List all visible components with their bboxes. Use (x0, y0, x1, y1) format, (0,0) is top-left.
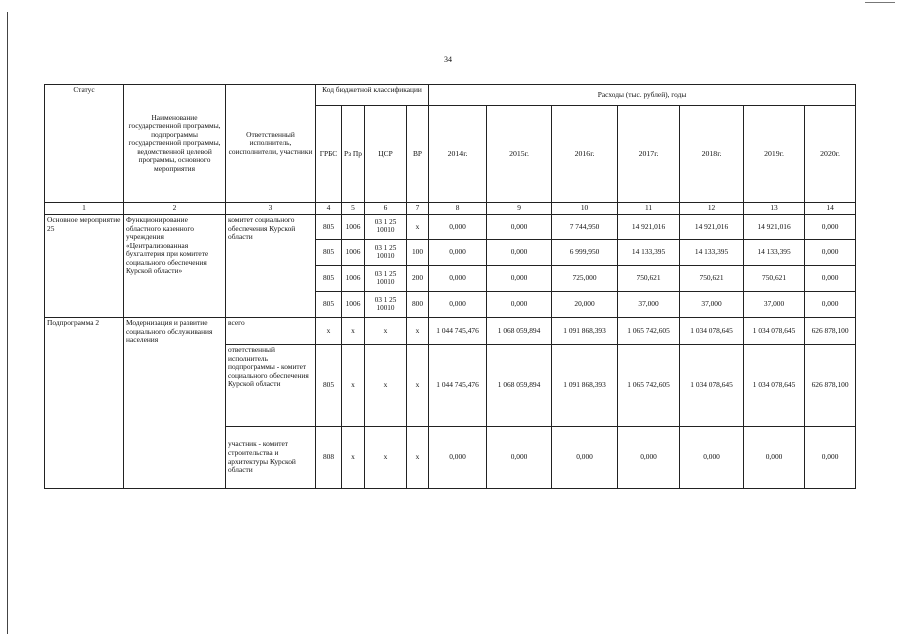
cell-vr: x (407, 345, 429, 427)
column-number: 14 (805, 203, 856, 215)
column-number: 3 (226, 203, 316, 215)
cell-rzpr: x (342, 318, 365, 345)
cell-csr: x (365, 427, 407, 489)
cell-value: 0,000 (429, 240, 487, 266)
header-grbs: ГРБС (316, 106, 342, 203)
row-name: Функционирование областного казенного учреждения «Централизованная бухгалтерия при комитете социального обеспечения Курской области» (124, 215, 226, 318)
header-executor: Ответственный исполнитель, соисполнители, участники (226, 85, 316, 203)
column-number: 13 (744, 203, 805, 215)
header-budget-code: Код бюджетной классификации (316, 85, 429, 106)
row-status: Основное мероприятие 25 (45, 215, 124, 318)
cell-value: 1 065 742,605 (618, 345, 680, 427)
column-number: 11 (618, 203, 680, 215)
cell-grbs: 805 (316, 345, 342, 427)
corner-mark (865, 2, 895, 3)
column-number-row (45, 203, 856, 215)
cell-value: 0,000 (805, 427, 856, 489)
page-left-rule (7, 12, 8, 634)
cell-rzpr: 1006 (342, 215, 365, 240)
cell-value: 0,000 (805, 215, 856, 240)
cell-value: 0,000 (487, 215, 552, 240)
cell-rzpr: x (342, 345, 365, 427)
cell-value: 0,000 (487, 266, 552, 292)
cell-rzpr: 1006 (342, 266, 365, 292)
column-number: 1 (45, 203, 124, 215)
header-year: 2018г. (680, 106, 744, 203)
cell-value: 750,621 (680, 266, 744, 292)
header-year: 2020г. (805, 106, 856, 203)
row-executor: участник - комитет строительства и архитектуры Курской области (226, 427, 316, 489)
cell-csr: x (365, 345, 407, 427)
cell-value: 14 133,395 (680, 240, 744, 266)
cell-value: 0,000 (618, 427, 680, 489)
cell-value: 1 068 059,894 (487, 318, 552, 345)
cell-value: 0,000 (805, 292, 856, 318)
cell-value: 1 034 078,645 (744, 318, 805, 345)
header-year: 2019г. (744, 106, 805, 203)
header-year: 2017г. (618, 106, 680, 203)
cell-value: 0,000 (487, 240, 552, 266)
cell-value: 0,000 (429, 266, 487, 292)
cell-value: 1 044 745,476 (429, 345, 487, 427)
row-status: Подпрограмма 2 (45, 318, 124, 489)
cell-csr: 03 1 25 10010 (365, 215, 407, 240)
column-number: 2 (124, 203, 226, 215)
cell-grbs: 805 (316, 266, 342, 292)
cell-value: 0,000 (805, 240, 856, 266)
cell-value: 0,000 (552, 427, 618, 489)
cell-csr: 03 1 25 10010 (365, 292, 407, 318)
cell-rzpr: 1006 (342, 240, 365, 266)
header-year: 2014г. (429, 106, 487, 203)
cell-vr: 800 (407, 292, 429, 318)
cell-value: 14 921,016 (618, 215, 680, 240)
cell-vr: x (407, 427, 429, 489)
cell-value: 750,621 (618, 266, 680, 292)
header-vr: ВР (407, 106, 429, 203)
row-executor: всего (226, 318, 316, 345)
cell-value: 37,000 (744, 292, 805, 318)
page-number: 34 (444, 55, 452, 64)
cell-grbs: 805 (316, 240, 342, 266)
row-name: Модернизация и развитие социального обслуживания населения (124, 318, 226, 489)
cell-vr: x (407, 215, 429, 240)
cell-value: 1 034 078,645 (680, 345, 744, 427)
cell-value: 37,000 (680, 292, 744, 318)
header-csr: ЦСР (365, 106, 407, 203)
header-expenses: Расходы (тыс. рублей), годы (429, 85, 856, 106)
table-row (45, 215, 856, 240)
cell-value: 0,000 (487, 292, 552, 318)
cell-value: 626 878,100 (805, 318, 856, 345)
column-number: 5 (342, 203, 365, 215)
column-number: 8 (429, 203, 487, 215)
cell-value: 1 091 868,393 (552, 318, 618, 345)
cell-csr: 03 1 25 10010 (365, 240, 407, 266)
column-number: 7 (407, 203, 429, 215)
cell-value: 0,000 (744, 427, 805, 489)
cell-value: 37,000 (618, 292, 680, 318)
cell-value: 14 921,016 (744, 215, 805, 240)
budget-table (44, 84, 856, 489)
cell-value: 0,000 (429, 215, 487, 240)
cell-value: 0,000 (805, 266, 856, 292)
cell-value: 7 744,950 (552, 215, 618, 240)
cell-rzpr: 1006 (342, 292, 365, 318)
header-row-1 (45, 85, 856, 106)
cell-value: 725,000 (552, 266, 618, 292)
cell-value: 14 133,395 (618, 240, 680, 266)
cell-value: 20,000 (552, 292, 618, 318)
cell-vr: 200 (407, 266, 429, 292)
cell-value: 1 034 078,645 (744, 345, 805, 427)
cell-csr: x (365, 318, 407, 345)
cell-value: 14 921,016 (680, 215, 744, 240)
cell-value: 0,000 (487, 427, 552, 489)
cell-value: 1 044 745,476 (429, 318, 487, 345)
column-number: 4 (316, 203, 342, 215)
cell-grbs: x (316, 318, 342, 345)
cell-value: 0,000 (429, 427, 487, 489)
cell-grbs: 808 (316, 427, 342, 489)
header-status: Статус (45, 85, 124, 203)
cell-value: 14 133,395 (744, 240, 805, 266)
cell-vr: x (407, 318, 429, 345)
row-executor: комитет социального обеспечения Курской области (226, 215, 316, 318)
header-rzpr: Рз Пр (342, 106, 365, 203)
cell-vr: 100 (407, 240, 429, 266)
header-name: Наименование государственной программы, подпрограммы государственной программы, ведомственной целевой программы, основного мероприятия (124, 85, 226, 203)
column-number: 9 (487, 203, 552, 215)
header-year: 2015г. (487, 106, 552, 203)
cell-value: 626 878,100 (805, 345, 856, 427)
cell-grbs: 805 (316, 215, 342, 240)
column-number: 6 (365, 203, 407, 215)
cell-grbs: 805 (316, 292, 342, 318)
header-year: 2016г. (552, 106, 618, 203)
cell-value: 1 091 868,393 (552, 345, 618, 427)
cell-value: 1 065 742,605 (618, 318, 680, 345)
cell-value: 750,621 (744, 266, 805, 292)
cell-value: 0,000 (680, 427, 744, 489)
column-number: 12 (680, 203, 744, 215)
column-number: 10 (552, 203, 618, 215)
cell-value: 6 999,950 (552, 240, 618, 266)
cell-value: 0,000 (429, 292, 487, 318)
cell-rzpr: x (342, 427, 365, 489)
cell-value: 1 068 059,894 (487, 345, 552, 427)
cell-csr: 03 1 25 10010 (365, 266, 407, 292)
cell-value: 1 034 078,645 (680, 318, 744, 345)
row-executor: ответственный исполнитель подпрограммы - комитет социального обеспечения Курской области (226, 345, 316, 427)
table-row (45, 318, 856, 345)
